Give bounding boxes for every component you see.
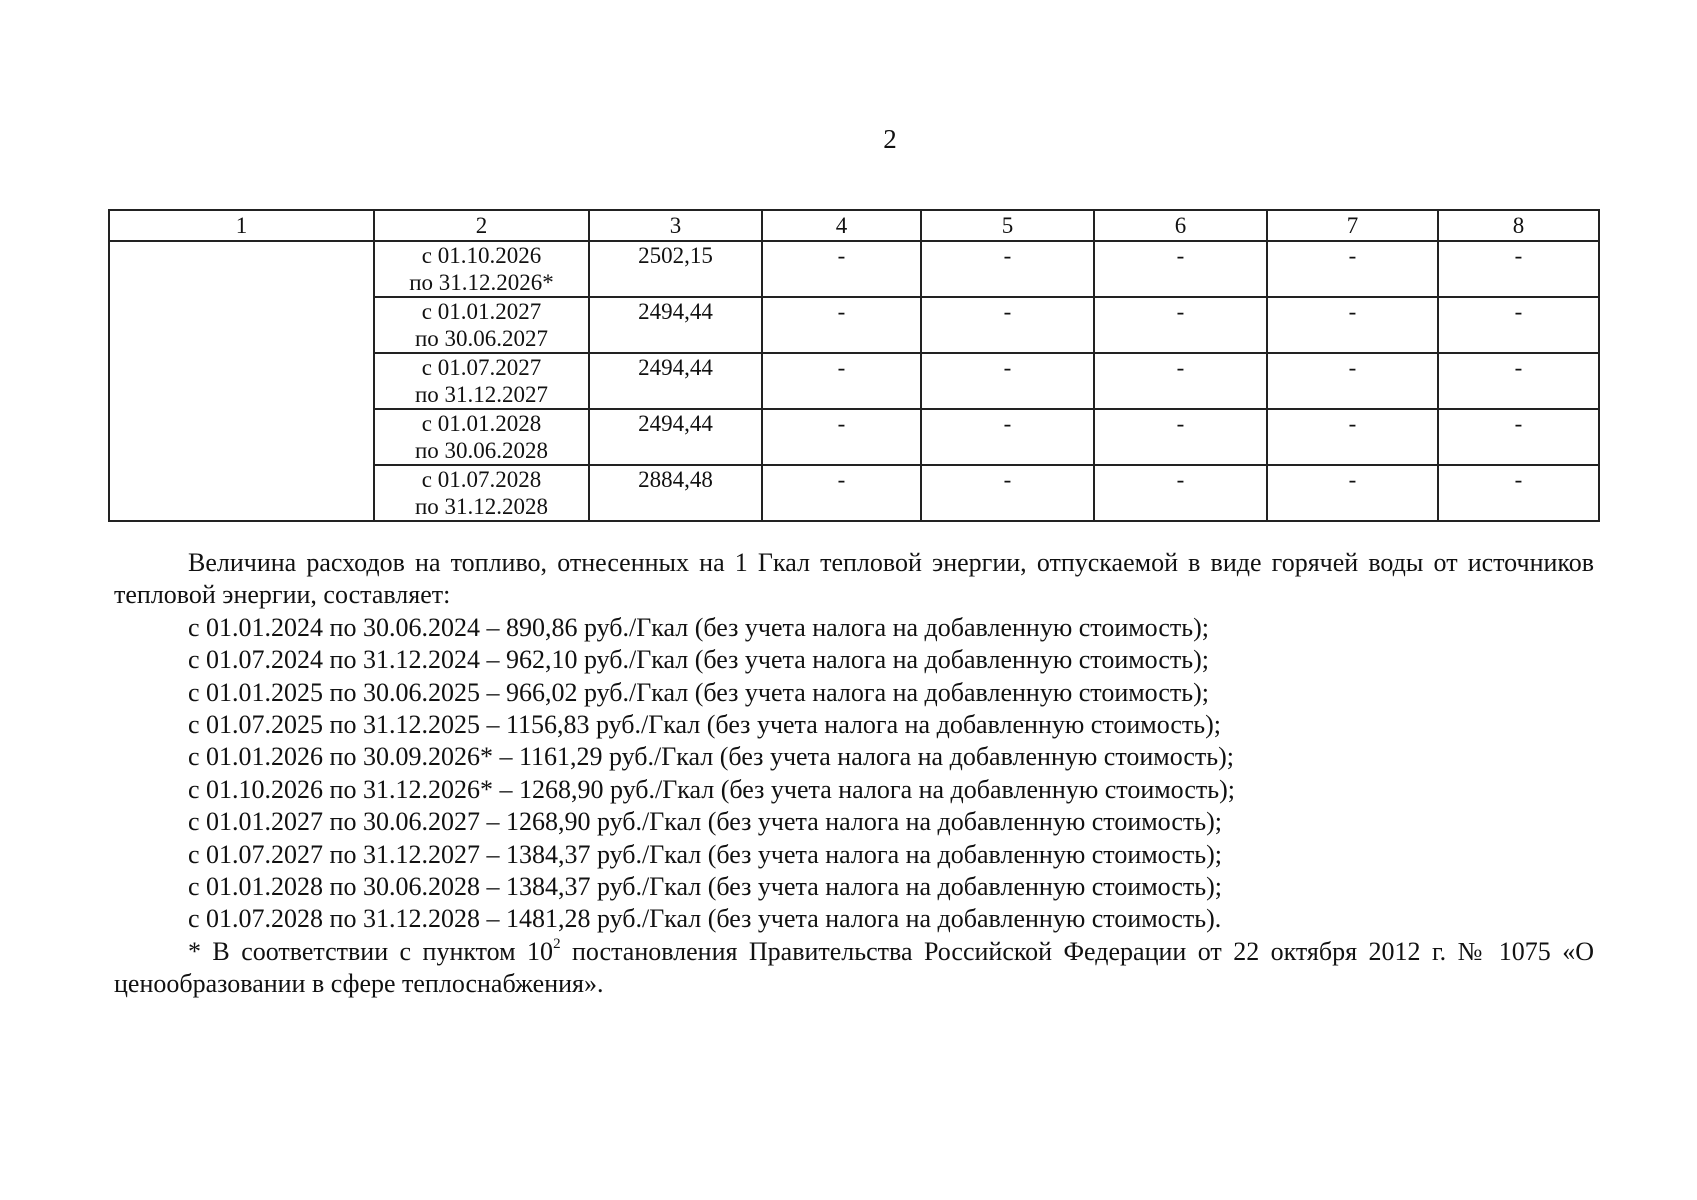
column-header: 2 (374, 210, 589, 241)
period-from: с 01.07.2028 (421, 467, 542, 492)
empty-cell: - (1438, 353, 1599, 409)
table-row (109, 465, 1599, 521)
column-header: 4 (762, 210, 921, 241)
footnote-suffix: постановления Правительства Российской Федерации от 22 октября 2012 г. № 1075 «О ценообразовании в сфере теплоснабжения». (114, 936, 1594, 999)
period-from: с 01.01.2028 (421, 411, 542, 436)
rate-line: с 01.07.2024 по 31.12.2024 – 962,10 руб./Гкал (без учета налога на добавленную стоимость); (188, 645, 1209, 675)
rate-line: с 01.01.2025 по 30.06.2025 – 966,02 руб./Гкал (без учета налога на добавленную стоимость); (188, 677, 1209, 707)
empty-cell: - (1438, 241, 1599, 297)
row-name-cell (109, 297, 374, 353)
period-from: с 01.07.2027 (421, 355, 542, 380)
table-row (109, 353, 1599, 409)
value-cell: 2502,15 (589, 241, 762, 297)
empty-cell: - (1267, 297, 1438, 353)
footnote-superscript: 2 (553, 936, 561, 953)
period-cell (374, 297, 589, 353)
period-to: по 31.12.2028 (414, 494, 549, 519)
empty-cell: - (1094, 353, 1267, 409)
period-cell (374, 353, 589, 409)
row-name-cell (109, 353, 374, 409)
table-header-row (109, 210, 1599, 241)
empty-cell: - (921, 297, 1094, 353)
column-header: 1 (109, 210, 374, 241)
period-cell (374, 241, 589, 297)
period-to: по 31.12.2027 (414, 382, 549, 407)
empty-cell: - (1094, 409, 1267, 465)
column-header: 5 (921, 210, 1094, 241)
period-from: с 01.01.2027 (421, 299, 542, 324)
empty-cell: - (1267, 409, 1438, 465)
period-from: с 01.10.2026 (421, 243, 542, 268)
rate-line: с 01.01.2026 по 30.09.2026* – 1161,29 руб./Гкал (без учета налога на добавленную стоимость); (188, 742, 1235, 772)
empty-cell: - (762, 297, 921, 353)
rate-line: с 01.10.2026 по 31.12.2026* – 1268,90 руб./Гкал (без учета налога на добавленную стоимость); (188, 774, 1235, 804)
period-to: по 31.12.2026* (409, 270, 554, 295)
column-header: 3 (589, 210, 762, 241)
value-cell: 2494,44 (589, 297, 762, 353)
empty-cell: - (1267, 353, 1438, 409)
value-cell: 2884,48 (589, 465, 762, 521)
column-header: 7 (1267, 210, 1438, 241)
empty-cell: - (921, 241, 1094, 297)
empty-cell: - (762, 241, 921, 297)
empty-cell: - (762, 409, 921, 465)
period-cell (374, 409, 589, 465)
empty-cell: - (1438, 465, 1599, 521)
empty-cell: - (921, 409, 1094, 465)
empty-cell: - (762, 465, 921, 521)
page-number: 2 (883, 124, 897, 154)
row-name-cell (109, 465, 374, 521)
value-cell: 2494,44 (589, 353, 762, 409)
rate-line: с 01.01.2027 по 30.06.2027 – 1268,90 руб./Гкал (без учета налога на добавленную стоимость); (188, 807, 1222, 837)
body-text (114, 547, 1594, 1001)
intro-paragraph: Величина расходов на топливо, отнесенных на 1 Гкал тепловой энергии, отпускаемой в виде горячей воды от источников тепловой энергии, составляет: (114, 548, 1594, 610)
rate-line: с 01.07.2027 по 31.12.2027 – 1384,37 руб./Гкал (без учета налога на добавленную стоимость); (188, 839, 1222, 869)
table-row (109, 241, 1599, 297)
table-row (109, 297, 1599, 353)
empty-cell: - (1094, 465, 1267, 521)
period-cell (374, 465, 589, 521)
empty-cell: - (1094, 241, 1267, 297)
rate-line: с 01.01.2028 по 30.06.2028 – 1384,37 руб./Гкал (без учета налога на добавленную стоимость); (188, 872, 1222, 902)
table-row (109, 409, 1599, 465)
rate-line: с 01.01.2024 по 30.06.2024 – 890,86 руб./Гкал (без учета налога на добавленную стоимость); (188, 612, 1209, 642)
empty-cell: - (1094, 297, 1267, 353)
period-to: по 30.06.2028 (414, 438, 549, 463)
rate-line: с 01.07.2028 по 31.12.2028 – 1481,28 руб./Гкал (без учета налога на добавленную стоимость). (188, 904, 1222, 934)
empty-cell: - (921, 465, 1094, 521)
empty-cell: - (1267, 465, 1438, 521)
column-header: 8 (1438, 210, 1599, 241)
column-header: 6 (1094, 210, 1267, 241)
row-name-cell (109, 241, 374, 297)
empty-cell: - (762, 353, 921, 409)
period-to: по 30.06.2027 (414, 326, 549, 351)
footnote-prefix: * В соответствии с пунктом 10 (188, 936, 554, 966)
footnote (114, 936, 1594, 1001)
tariff-table (108, 209, 1600, 522)
empty-cell: - (1267, 241, 1438, 297)
rate-line: с 01.07.2025 по 31.12.2025 – 1156,83 руб./Гкал (без учета налога на добавленную стоимость); (188, 710, 1222, 740)
empty-cell: - (1438, 297, 1599, 353)
empty-cell: - (1438, 409, 1599, 465)
empty-cell: - (921, 353, 1094, 409)
row-name-cell (109, 409, 374, 465)
value-cell: 2494,44 (589, 409, 762, 465)
